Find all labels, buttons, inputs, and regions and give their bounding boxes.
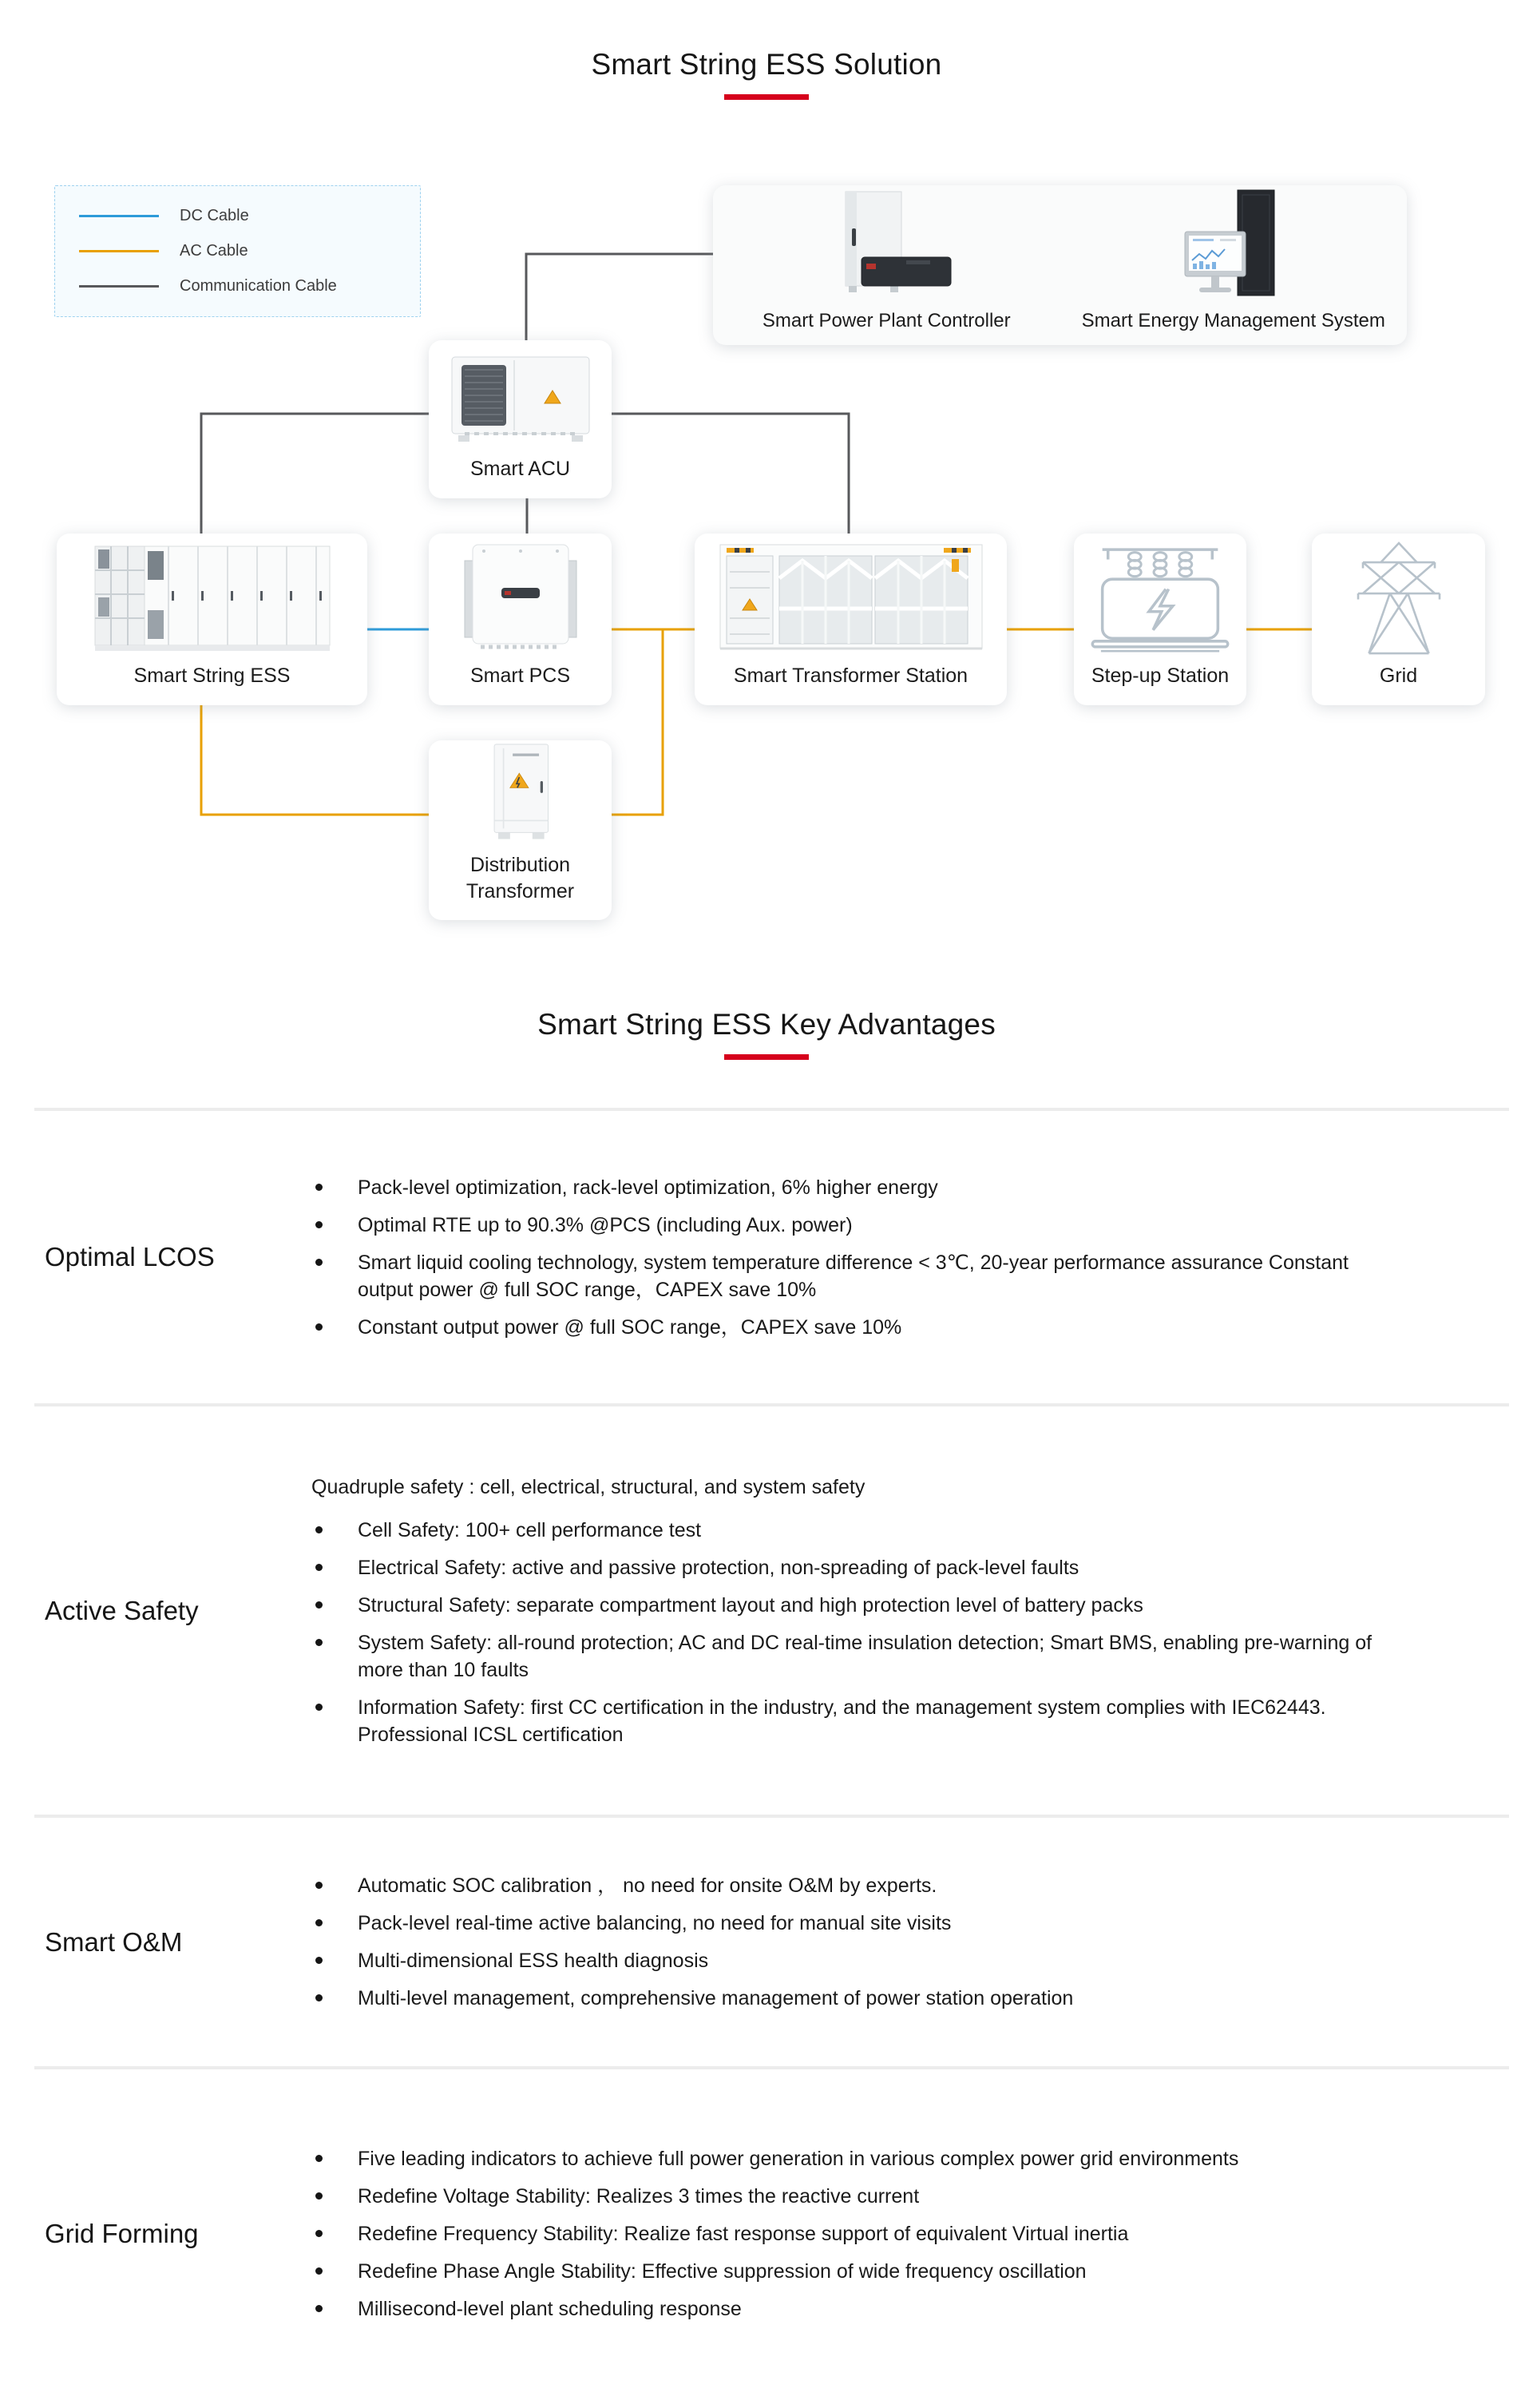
bullet-dot-icon xyxy=(315,1221,323,1228)
bullet-dot-icon xyxy=(315,2192,323,2200)
node-label: Step-up Station xyxy=(1091,664,1230,687)
legend-item-communication xyxy=(79,277,420,296)
comm-line-acu-to-ess xyxy=(201,414,429,534)
node-smart-transformer-station xyxy=(695,534,1007,705)
bullet-item xyxy=(311,2220,1381,2247)
ac-line-ess-to-dt xyxy=(201,705,429,815)
node-smart-pcs xyxy=(429,534,612,705)
power-plant-controller-icon xyxy=(713,185,1060,307)
bullet-dot-icon xyxy=(315,1919,323,1926)
bullet-item xyxy=(311,1249,1381,1303)
bullet-text: Automatic SOC calibration ， no need for onsite O&M by experts. xyxy=(358,1874,937,1897)
bullet-dot-icon xyxy=(315,2155,323,2162)
section-intro-text: Quadruple safety : cell, electrical, structural, and system safety xyxy=(311,1475,866,1498)
bullet-item xyxy=(311,1694,1381,1748)
bullet-item xyxy=(311,1314,1381,1341)
node-label: Smart Transformer Station xyxy=(733,664,969,687)
section-grid-forming xyxy=(0,2066,1533,2398)
title-underline xyxy=(724,1054,809,1060)
legend-label: DC Cable xyxy=(180,207,249,224)
bullet-item xyxy=(311,1517,1381,1544)
bullet-text: Pack-level optimization, rack-level optimization, 6% higher energy xyxy=(358,1176,938,1199)
node-smart-acu xyxy=(429,340,612,498)
bullet-dot-icon xyxy=(315,1601,323,1609)
smart-transformer-station-icon xyxy=(695,534,1007,663)
bullet-text: Redefine Phase Angle Stability: Effective suppression of wide frequency oscillation xyxy=(358,2259,1087,2283)
bullet-dot-icon xyxy=(315,1184,323,1191)
bullet-text: Redefine Frequency Stability: Realize fast response support of equivalent Virtual inertia xyxy=(358,2222,1129,2245)
bullet-list xyxy=(311,1872,1381,2012)
bullet-item xyxy=(311,1629,1381,1684)
grid-tower-icon xyxy=(1312,534,1485,663)
node-label: Smart Power Plant Controller xyxy=(762,310,1011,331)
controllers-card xyxy=(713,185,1407,345)
legend-item-dc xyxy=(79,207,420,225)
node-step-up-station xyxy=(1074,534,1246,705)
node-label: Grid xyxy=(1379,664,1418,687)
bullet-text: Redefine Voltage Stability: Realizes 3 times the reactive current xyxy=(358,2184,920,2208)
bullet-text: System Safety: all-round protection; AC and DC real-time insulation detection; Smart BMS, enabling pre-warning of more than 10 faults xyxy=(358,1631,1373,1681)
bullet-dot-icon xyxy=(315,1957,323,1964)
bullet-dot-icon xyxy=(315,1564,323,1571)
legend-item-ac xyxy=(79,242,420,260)
bullet-dot-icon xyxy=(315,1526,323,1533)
cable-connection-lines xyxy=(0,0,1533,982)
smart-pcs-icon xyxy=(429,534,612,663)
page-title: Smart String ESS Solution xyxy=(591,48,942,81)
distribution-transformer-icon xyxy=(429,740,612,852)
bullet-text: Constant output power @ full SOC range，CAPEX save 10% xyxy=(358,1315,902,1339)
section-optimal-lcos xyxy=(0,1108,1533,1403)
bullet-text: Smart liquid cooling technology, system temperature difference < 3℃, 20-year performance assurance Constant output power @ full SOC range，CAPEX save 10% xyxy=(358,1251,1349,1301)
bullet-text: Information Safety: first CC certification in the industry, and the management system complies with IEC62443. Professional ICSL certification xyxy=(358,1696,1326,1746)
node-label: Smart PCS xyxy=(469,664,571,687)
bullet-text: Multi-level management, comprehensive management of power station operation xyxy=(358,1987,1074,2009)
bullet-item xyxy=(311,1174,1381,1201)
bullet-item xyxy=(311,1872,1381,1899)
bullet-item xyxy=(311,1554,1381,1581)
bullet-dot-icon xyxy=(315,1259,323,1266)
bullet-list xyxy=(311,2145,1381,2323)
node-label: Distribution Transformer xyxy=(465,854,575,903)
node-label: Smart String ESS xyxy=(133,664,291,687)
dc-cable-swatch-icon xyxy=(79,215,159,217)
section-title: Grid Forming xyxy=(45,2218,199,2248)
bullet-text: Millisecond-level plant scheduling response xyxy=(358,2297,742,2320)
ac-cable-swatch-icon xyxy=(79,250,159,252)
communication-cable-swatch-icon xyxy=(79,285,159,288)
bullet-dot-icon xyxy=(315,1994,323,2001)
node-energy-management-system xyxy=(1060,185,1408,345)
bullet-text: Electrical Safety: active and passive protection, non-spreading of pack-level faults xyxy=(358,1556,1079,1579)
bullet-dot-icon xyxy=(315,1704,323,1711)
bullet-list xyxy=(311,1174,1381,1341)
section-title: Active Safety xyxy=(45,1595,199,1625)
section-smart-om xyxy=(0,1815,1533,2066)
bullet-text: Structural Safety: separate compartment layout and high protection level of battery packs xyxy=(358,1593,1143,1617)
key-advantages-section xyxy=(0,982,1533,2398)
bullet-dot-icon xyxy=(315,2305,323,2312)
node-smart-string-ess xyxy=(57,534,367,705)
bullet-dot-icon xyxy=(315,2267,323,2275)
bullet-item xyxy=(311,2258,1381,2285)
energy-management-system-icon xyxy=(1060,185,1408,307)
bullet-item xyxy=(311,1985,1381,2012)
step-up-station-icon xyxy=(1074,534,1246,663)
bullet-text: Pack-level real-time active balancing, no need for manual site visits xyxy=(358,1912,952,1934)
node-label: Smart Energy Management System xyxy=(1081,310,1385,331)
legend-label: AC Cable xyxy=(180,242,248,260)
bullet-text: Five leading indicators to achieve full power generation in various complex power grid environments xyxy=(358,2147,1239,2170)
bullet-item xyxy=(311,1947,1381,1974)
node-distribution-transformer xyxy=(429,740,612,920)
bullet-item xyxy=(311,1212,1381,1239)
bullet-dot-icon xyxy=(315,1639,323,1646)
node-power-plant-controller xyxy=(713,185,1060,345)
bullet-dot-icon xyxy=(315,1323,323,1331)
bullet-item xyxy=(311,1592,1381,1619)
smart-string-ess-icon xyxy=(57,534,367,663)
bullet-dot-icon xyxy=(315,2230,323,2237)
node-grid xyxy=(1312,534,1485,705)
bullet-list xyxy=(311,1517,1381,1748)
bullet-item xyxy=(311,2145,1381,2172)
section-title: Smart O&M xyxy=(45,1926,183,1957)
cable-legend xyxy=(54,185,421,317)
comm-line-acu-to-controller xyxy=(526,254,713,340)
bullet-item xyxy=(311,2295,1381,2323)
legend-label: Communication Cable xyxy=(180,277,337,295)
advantages-title: Smart String ESS Key Advantages xyxy=(537,1008,996,1041)
bullet-text: Cell Safety: 100+ cell performance test xyxy=(358,1518,702,1541)
section-active-safety xyxy=(0,1403,1533,1815)
bullet-item xyxy=(311,1910,1381,1937)
comm-line-acu-to-transformer-station xyxy=(612,414,849,534)
node-label: Smart ACU xyxy=(469,458,571,480)
section-title: Optimal LCOS xyxy=(45,1242,215,1271)
smart-acu-icon xyxy=(429,340,612,456)
advantage-sections xyxy=(0,1108,1533,2398)
solution-diagram xyxy=(0,0,1533,982)
ac-line-dt-to-ac-bus xyxy=(612,629,663,815)
bullet-item xyxy=(311,2183,1381,2210)
bullet-dot-icon xyxy=(315,1882,323,1889)
bullet-text: Multi-dimensional ESS health diagnosis xyxy=(358,1950,709,1972)
bullet-text: Optimal RTE up to 90.3% @PCS (including Aux. power) xyxy=(358,1213,853,1236)
